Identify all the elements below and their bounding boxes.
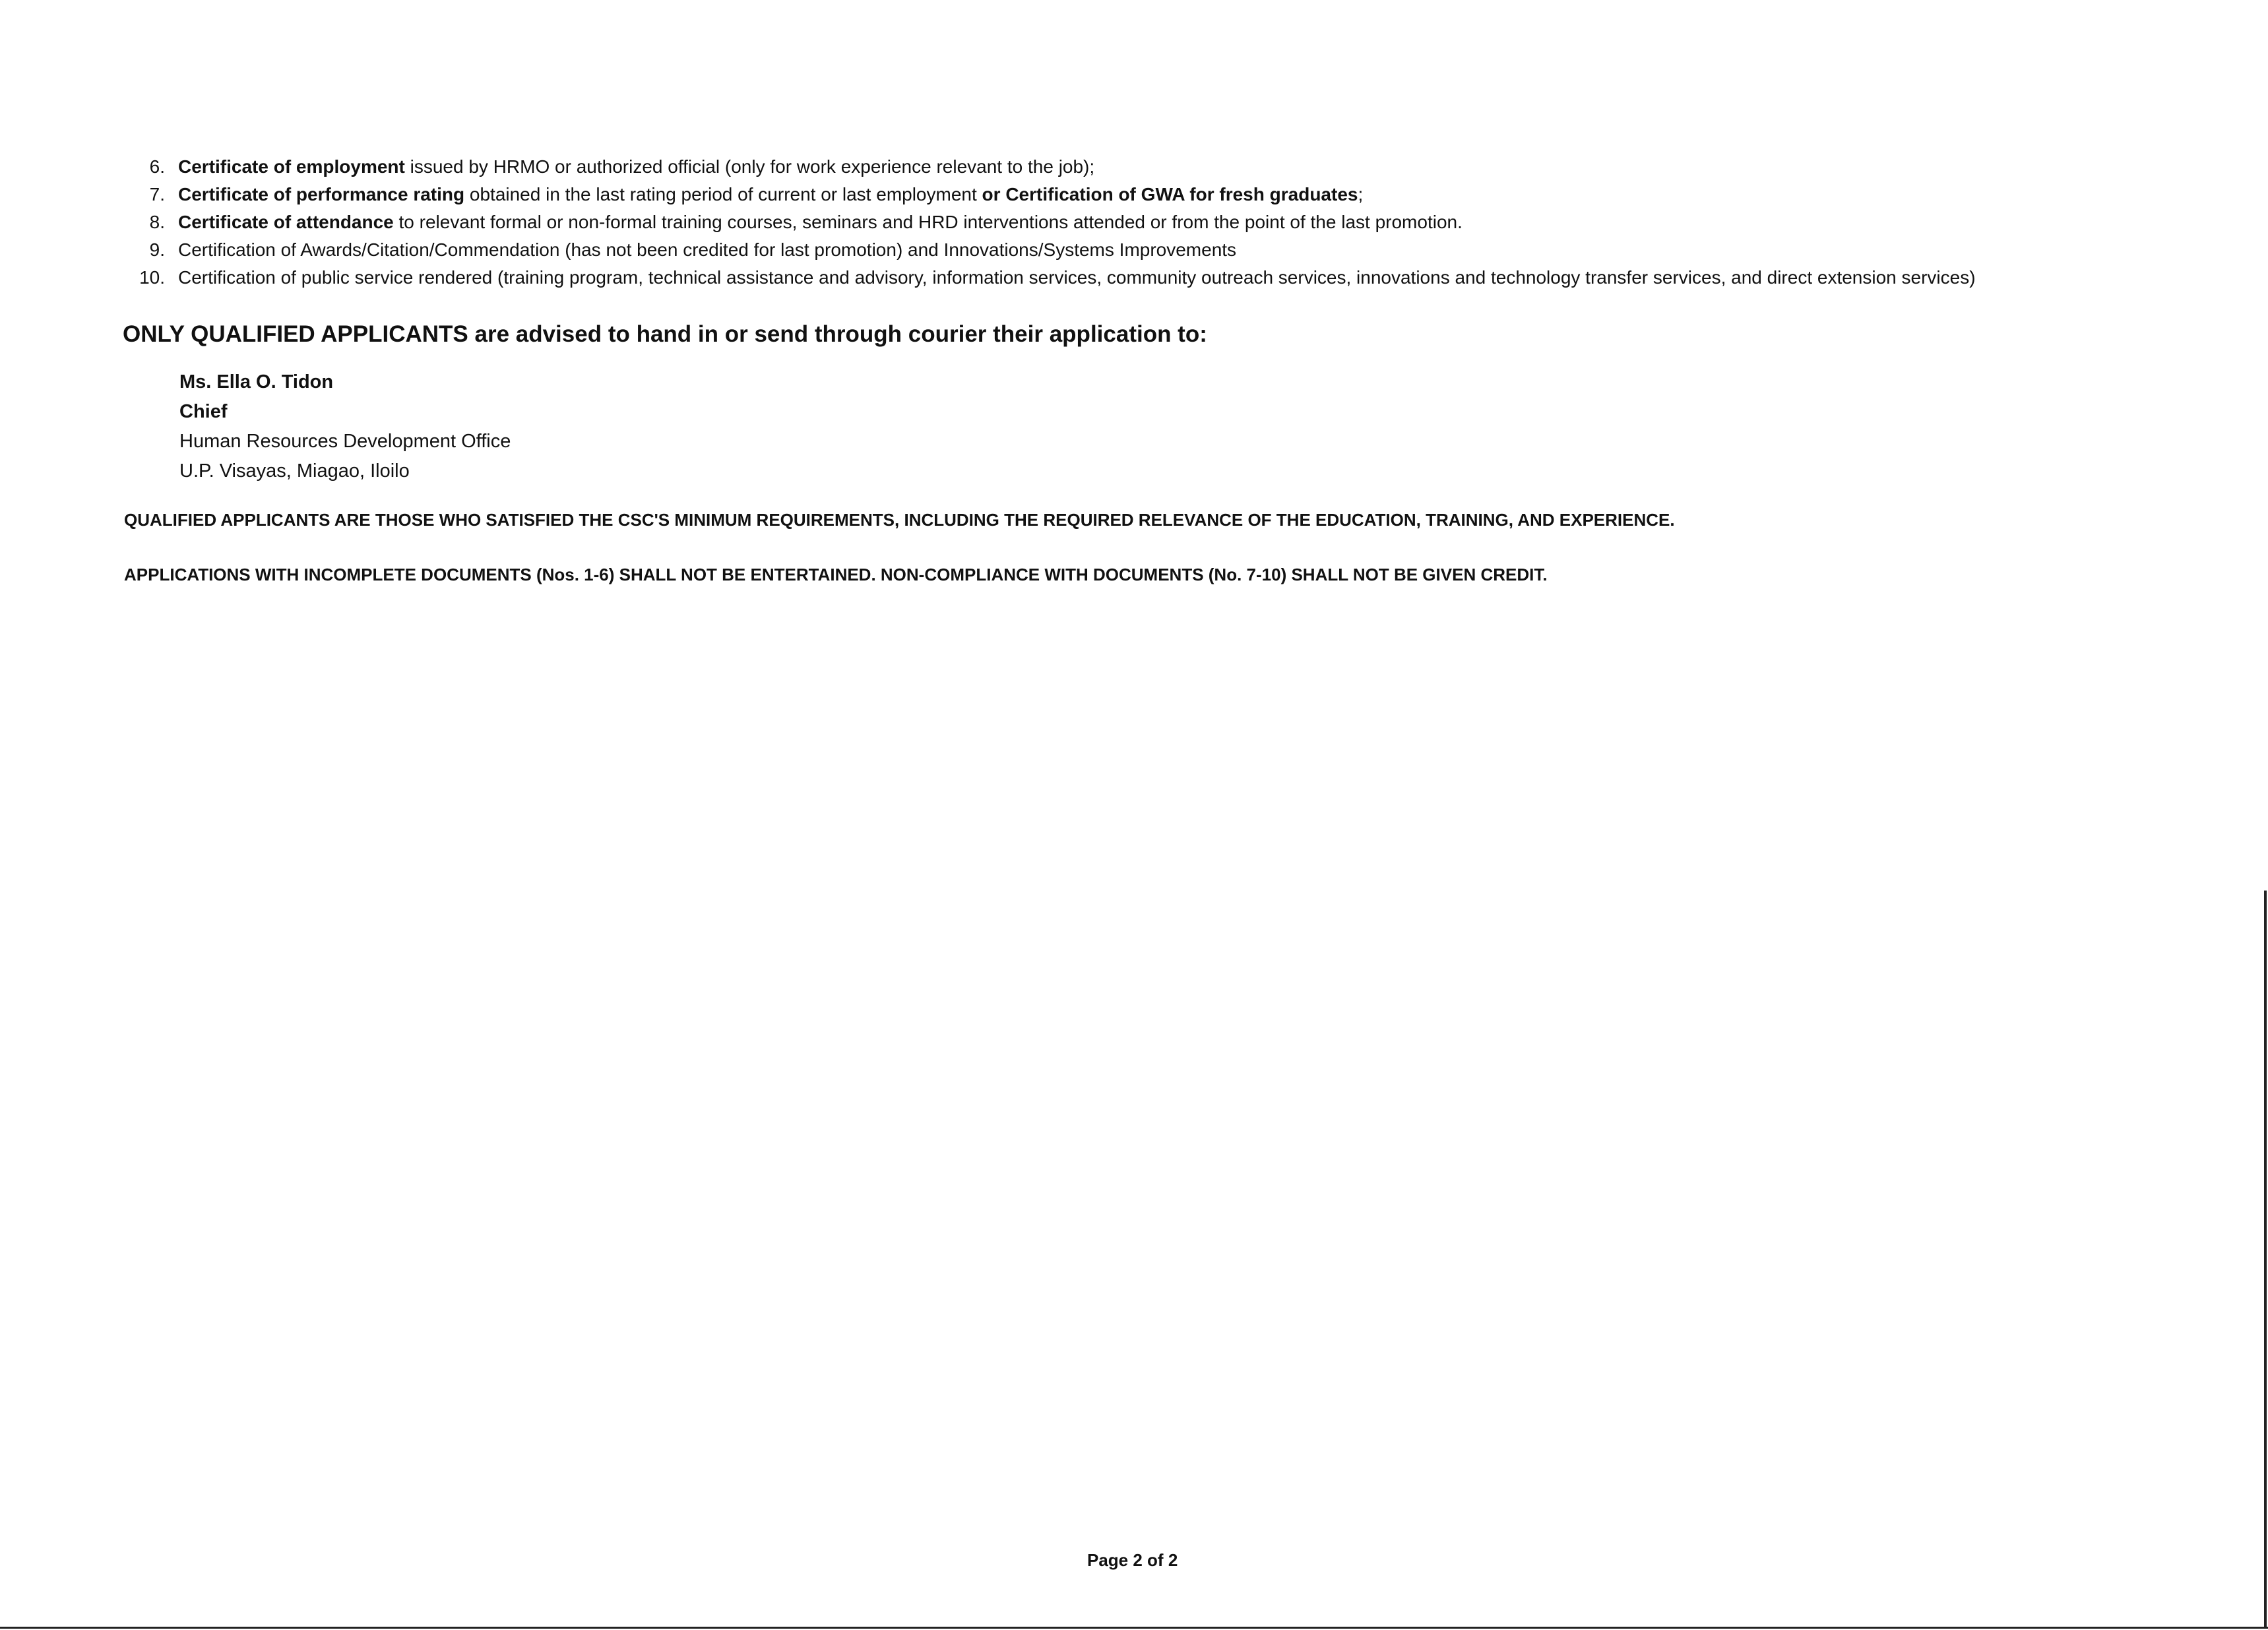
item-plain-text: obtained in the last rating period of current or last employment — [464, 184, 982, 204]
addressee-office: Human Resources Development Office — [179, 431, 511, 452]
submission-heading: ONLY QUALIFIED APPLICANTS are advised to hand in or send through courier their application to: — [123, 321, 1207, 347]
page-number: Page 2 of 2 — [1087, 1550, 1178, 1570]
bottom-border-line — [0, 1627, 2268, 1629]
item-bold-text: or Certification of GWA for fresh graduates — [982, 184, 1358, 204]
item-bold-text: Certificate of attendance — [178, 212, 394, 232]
requirements-list — [125, 153, 2236, 292]
item-plain-text: to relevant formal or non-formal training courses, seminars and HRD interventions attended or from the point of the last promotion. — [393, 212, 1463, 232]
item-number: 10. — [139, 267, 165, 288]
addressee-name: Ms. Ella O. Tidon — [179, 371, 334, 392]
item-number: 6. — [149, 156, 165, 177]
incomplete-documents-note: APPLICATIONS WITH INCOMPLETE DOCUMENTS (Nos. 1-6) SHALL NOT BE ENTERTAINED. NON-COMPLIANCE WITH DOCUMENTS (No. 7-10) SHALL NOT BE GIVEN CREDIT. — [124, 565, 1548, 584]
list-item — [125, 236, 2236, 264]
item-bold-text: Certificate of performance rating — [178, 184, 465, 204]
addressee-address: U.P. Visayas, Miagao, Iloilo — [179, 460, 410, 482]
list-item — [125, 181, 2236, 208]
qualified-applicants-note: QUALIFIED APPLICANTS ARE THOSE WHO SATISFIED THE CSC'S MINIMUM REQUIREMENTS, INCLUDING THE REQUIRED RELEVANCE OF THE EDUCATION, TRAINING, AND EXPERIENCE. — [124, 510, 1675, 530]
list-item — [125, 153, 2236, 181]
item-number: 8. — [149, 212, 165, 232]
item-plain-text: ; — [1358, 184, 1364, 204]
item-text — [178, 181, 1363, 208]
item-text — [178, 208, 1463, 236]
item-text — [178, 153, 1094, 181]
item-number: 9. — [149, 239, 165, 260]
item-text: Certification of Awards/Citation/Commendation (has not been credited for last promotion) and Innovations/Systems Improvements — [178, 239, 1237, 260]
item-text: Certification of public service rendered (training program, technical assistance and advisory, information services, community outreach services, innovations and technology transfer services, and direct extension services) — [178, 267, 1976, 288]
right-border-line — [2264, 891, 2267, 1628]
item-bold-text: Certificate of employment — [178, 156, 405, 177]
list-item — [125, 264, 2236, 292]
item-plain-text: issued by HRMO or authorized official (only for work experience relevant to the job); — [404, 156, 1095, 177]
addressee-block — [179, 367, 511, 486]
list-item — [125, 208, 2236, 236]
item-number: 7. — [149, 184, 165, 204]
addressee-title: Chief — [179, 401, 228, 422]
